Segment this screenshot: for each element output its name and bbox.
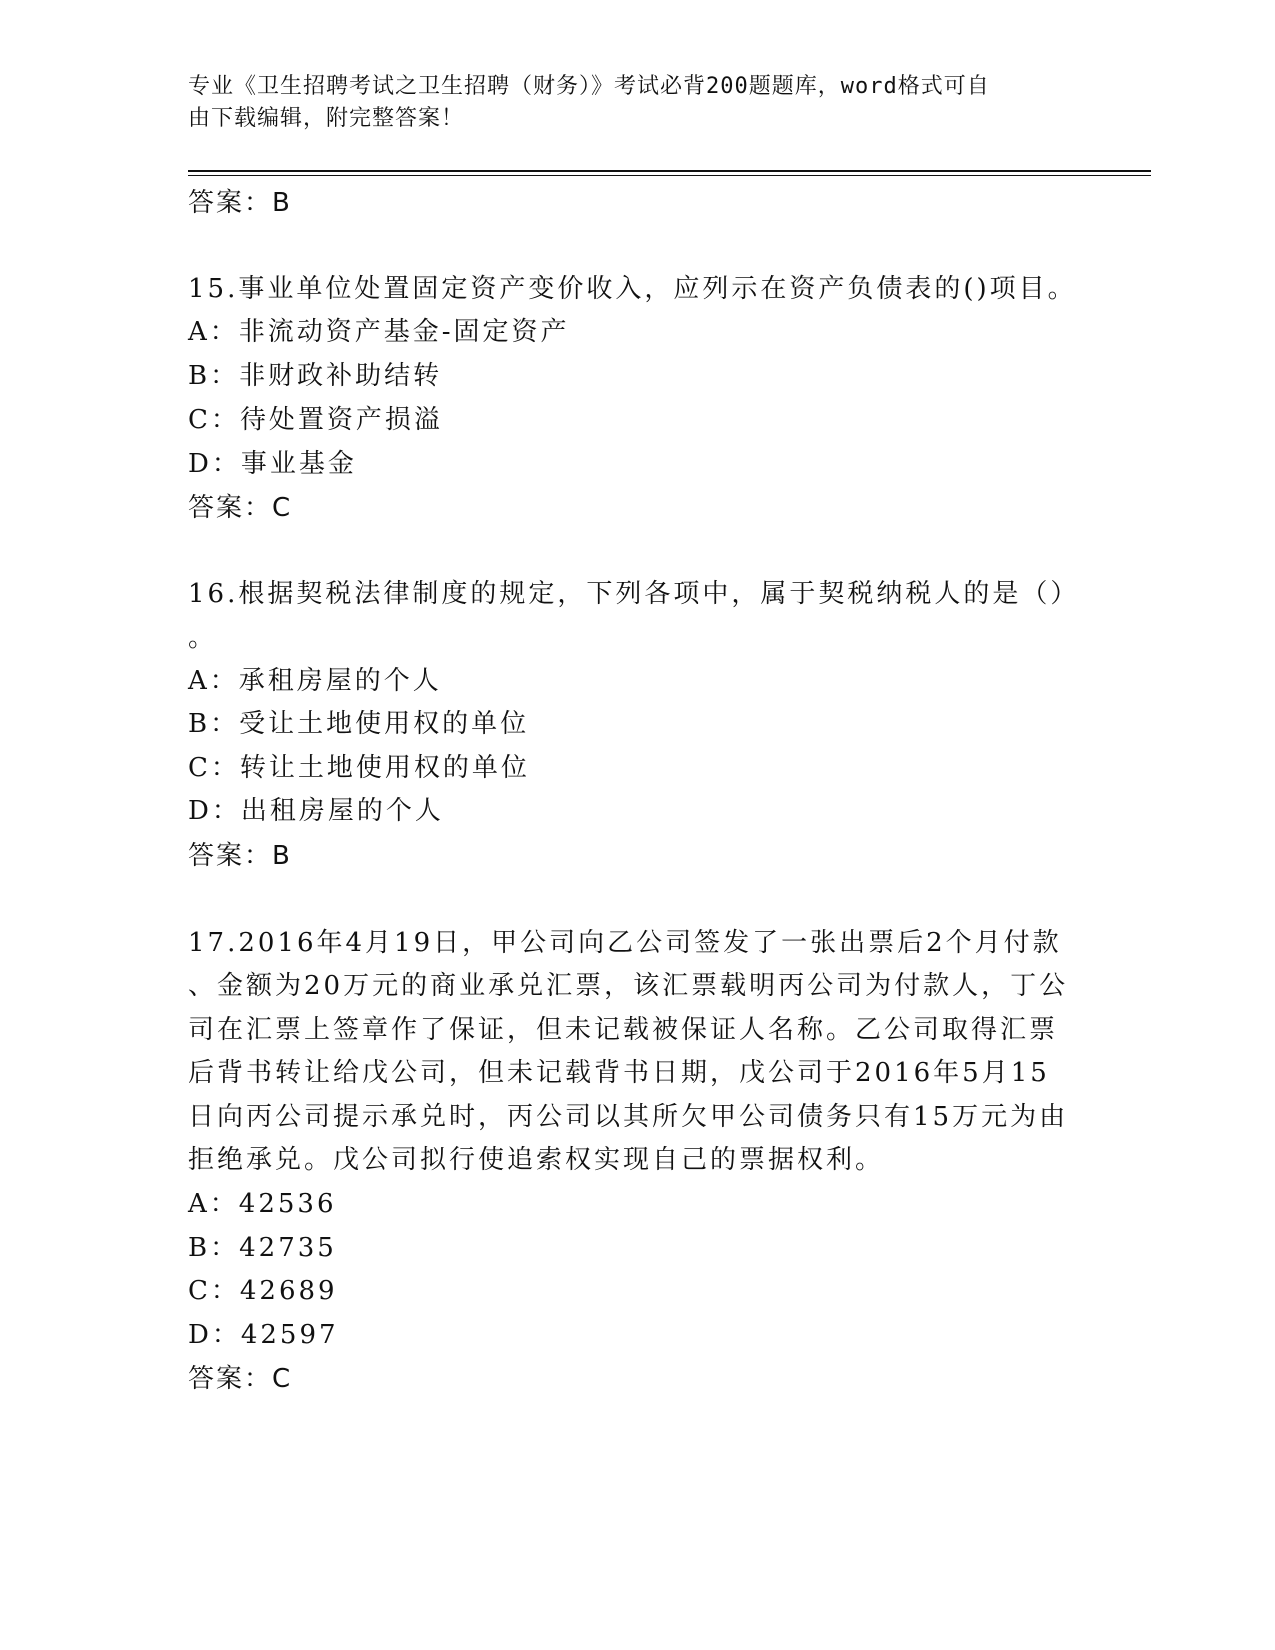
question-stem: 17.2016年4月19日，甲公司向乙公司签发了一张出票后2个月付款	[188, 928, 1062, 958]
question-stem-continued: 。	[188, 623, 218, 653]
option-c: C：待处置资产损溢	[188, 405, 443, 435]
question-stem: 16.根据契税法律制度的规定，下列各项中，属于契税纳税人的是（）	[188, 579, 1080, 609]
option-d: D：42597	[188, 1320, 339, 1350]
answer-text: 答案：C	[188, 1364, 293, 1394]
answer-text: 答案：B	[188, 188, 292, 218]
answer-text: 答案：C	[188, 493, 293, 523]
option-a: A：42536	[188, 1189, 337, 1219]
answer-text: 答案：B	[188, 841, 292, 871]
question-stem-continued: 后背书转让给戊公司，但未记载背书日期，戊公司于2016年5月15	[188, 1058, 1050, 1088]
option-c: C：转让土地使用权的单位	[188, 753, 530, 783]
option-a: A：非流动资产基金-固定资产	[188, 317, 570, 347]
header-divider-bottom	[188, 175, 1151, 176]
question-stem: 15.事业单位处置固定资产变价收入，应列示在资产负债表的()项目。	[188, 274, 1077, 304]
question-stem-continued: 日向丙公司提示承兑时，丙公司以其所欠甲公司债务只有15万元为由	[188, 1102, 1069, 1132]
option-d: D：事业基金	[188, 449, 357, 479]
question-stem-continued: 拒绝承兑。戊公司拟行使追索权实现自己的票据权利。	[188, 1145, 885, 1175]
option-d: D：出租房屋的个人	[188, 796, 444, 826]
question-stem-continued: 、金额为20万元的商业承兑汇票，该汇票载明丙公司为付款人，丁公	[188, 971, 1069, 1001]
header-divider-top	[188, 170, 1151, 172]
document-header-line-1: 专业《卫生招聘考试之卫生招聘（财务）》考试必背200题题库，word格式可自	[188, 74, 990, 99]
option-b: B：42735	[188, 1233, 337, 1263]
option-c: C：42689	[188, 1276, 338, 1306]
document-header-line-2: 由下载编辑，附完整答案！	[188, 106, 465, 131]
option-a: A：承租房屋的个人	[188, 666, 442, 696]
option-b: B：受让土地使用权的单位	[188, 709, 530, 739]
question-stem-continued: 司在汇票上签章作了保证，但未记载被保证人名称。乙公司取得汇票	[188, 1015, 1059, 1045]
option-b: B：非财政补助结转	[188, 361, 443, 391]
